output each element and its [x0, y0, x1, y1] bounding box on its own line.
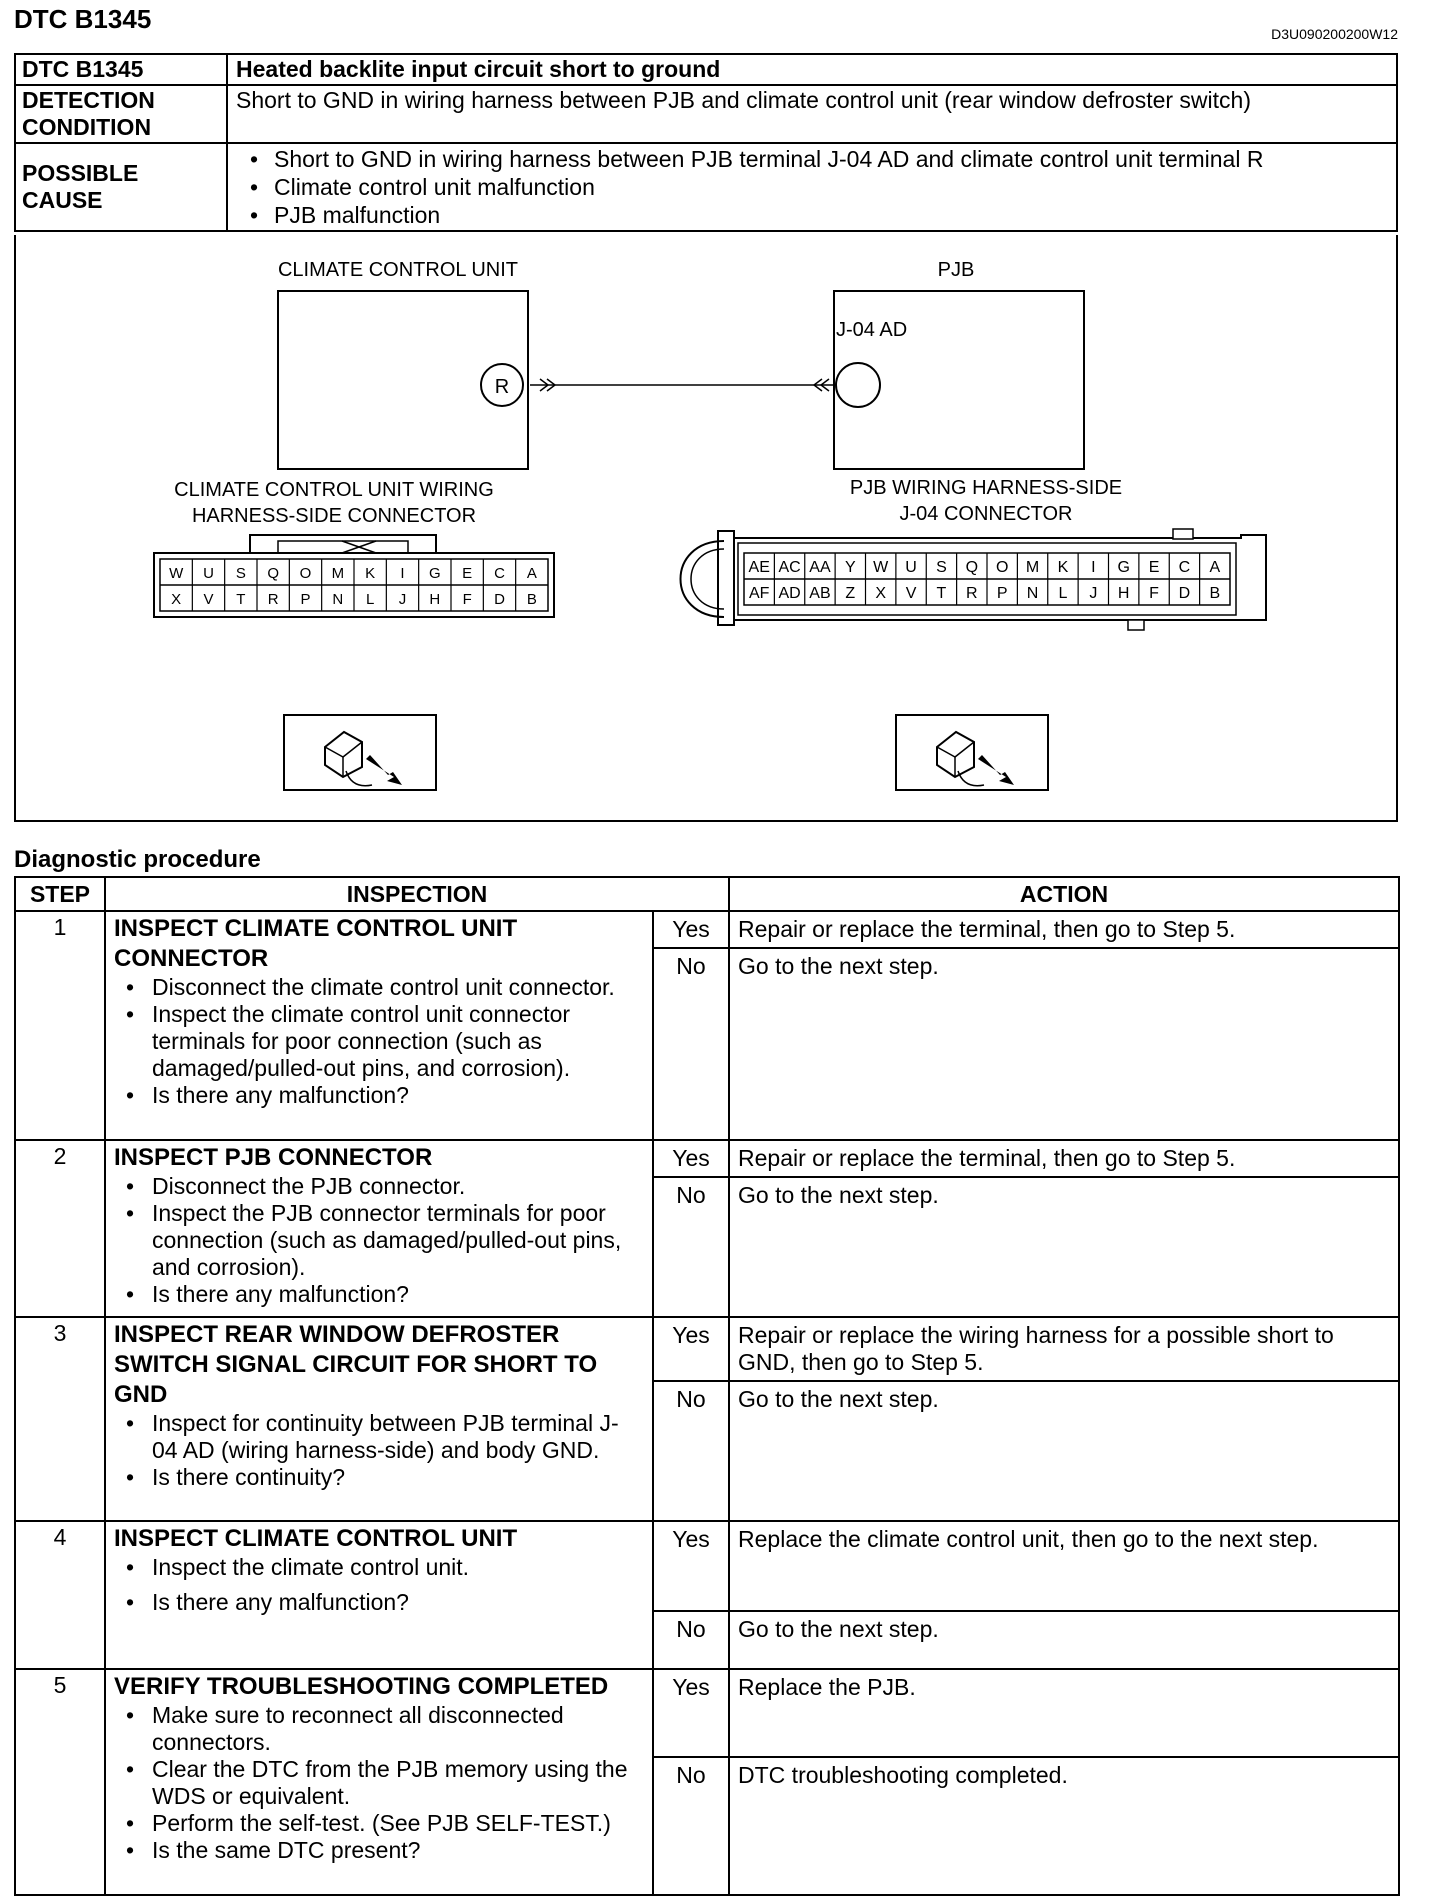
yes-label: Yes	[653, 1317, 729, 1381]
procedure-table	[14, 876, 1400, 1896]
ccu-pin-label: C	[494, 565, 505, 582]
inspection-item: • Disconnect the PJB connector.	[114, 1173, 644, 1200]
procedure-row	[15, 1521, 1399, 1611]
detection-text: Short to GND in wiring harness between PJB and climate control unit (rear window defroster switch)	[227, 85, 1397, 143]
pjb-title: PJB	[937, 259, 975, 281]
ccu-pin-label: W	[169, 565, 184, 582]
page-title: DTC B1345	[14, 4, 152, 34]
ccu-pin-label: V	[203, 591, 214, 608]
ccu-pin-label: J	[398, 591, 407, 608]
pjb-pin-label: U	[905, 559, 917, 576]
inspection-item: • Perform the self-test. (See PJB SELF-TEST.)	[114, 1810, 644, 1837]
step-number: 3	[15, 1317, 105, 1521]
ccu-pin-label: O	[299, 565, 312, 582]
dtc-description: Heated backlite input circuit short to ground	[227, 54, 1397, 85]
pjb-pin-label: G	[1117, 559, 1130, 576]
ccu-pin-label: X	[171, 591, 182, 608]
yes-action: Replace the PJB.	[729, 1669, 1399, 1757]
pjb-connector-title-line: J-04 CONNECTOR	[899, 503, 1073, 525]
inspection-list	[114, 1410, 644, 1491]
pjb-pin-label: Z	[845, 585, 856, 602]
inspection-item: • Inspect the PJB connector terminals for poor connection (such as damaged/pulled-out pins, and corrosion).	[114, 1200, 644, 1281]
ccu-pin-label: U	[203, 565, 214, 582]
ccu-pin-label: N	[332, 591, 344, 608]
yes-action: Repair or replace the terminal, then go to Step 5.	[729, 911, 1399, 948]
pjb-connector-view-icon	[896, 715, 1048, 790]
pjb-pin-label: AC	[778, 559, 801, 576]
no-action: DTC troubleshooting completed.	[729, 1757, 1399, 1895]
no-action: Go to the next step.	[729, 1611, 1399, 1669]
pjb-connector-title	[796, 475, 1176, 527]
ccu-harness-connector	[154, 535, 554, 617]
procedure-header-row	[15, 877, 1399, 911]
pjb-pin-label: S	[936, 559, 947, 576]
pjb-pin-label: AB	[809, 585, 831, 602]
pjb-pin-label: M	[1025, 559, 1040, 576]
pjb-pin-label: AF	[748, 585, 770, 602]
pjb-terminal-circle	[836, 363, 880, 407]
pjb-pin-label: D	[1178, 585, 1191, 602]
pjb-pin-label: A	[1209, 559, 1221, 576]
pjb-pin-label: N	[1026, 585, 1039, 602]
pjb-pin-label: C	[1178, 559, 1191, 576]
cause-item: • PJB malfunction	[236, 201, 1388, 229]
ccu-pin-label: G	[428, 565, 441, 582]
document-code: D3U090200200W12	[1271, 26, 1398, 42]
pjb-pin-label: AA	[809, 559, 831, 576]
inspection-item: • Is there continuity?	[114, 1464, 644, 1491]
inspection-title: VERIFY TROUBLESHOOTING COMPLETED	[114, 1673, 609, 1700]
yes-action: Repair or replace the terminal, then go to Step 5.	[729, 1140, 1399, 1177]
yes-action: Repair or replace the wiring harness for a possible short to GND, then go to Step 5.	[729, 1317, 1399, 1381]
inspection-item: • Disconnect the climate control unit connector.	[114, 974, 644, 1001]
step-number: 5	[15, 1669, 105, 1895]
procedure-row	[15, 1317, 1399, 1381]
pjb-pin-label: L	[1058, 585, 1068, 602]
cause-list-cell	[227, 143, 1397, 231]
ccu-pin-label: I	[400, 565, 405, 582]
yes-label: Yes	[653, 1521, 729, 1611]
pjb-pin-label: K	[1057, 559, 1069, 576]
step-number: 1	[15, 911, 105, 1140]
pjb-pin-label: B	[1209, 585, 1221, 602]
pjb-pin-label: T	[936, 585, 947, 602]
cause-item: • Short to GND in wiring harness between PJB terminal J-04 AD and climate control unit terminal R	[236, 145, 1388, 173]
inspection-title: INSPECT CLIMATE CONTROL UNIT	[114, 1525, 518, 1552]
yes-label: Yes	[653, 1140, 729, 1177]
inspection-item: • Inspect the climate control unit.	[114, 1554, 644, 1581]
no-action: Go to the next step.	[729, 1381, 1399, 1521]
ccu-pin-label: T	[236, 591, 246, 608]
pjb-pin-label: F	[1149, 585, 1159, 602]
inspection-item: • Is the same DTC present?	[114, 1837, 644, 1864]
ccu-connector-title-line: HARNESS-SIDE CONNECTOR	[191, 505, 477, 527]
pjb-pin-label: Q	[965, 559, 979, 576]
pjb-pin-label: O	[995, 559, 1009, 576]
pjb-pin-label: P	[996, 585, 1008, 602]
ccu-connector-view-icon	[284, 715, 436, 790]
ccu-terminal-label: R	[494, 376, 510, 398]
inspection-list	[114, 1554, 644, 1616]
inspection-title: INSPECT CLIMATE CONTROL UNIT CONNECTOR	[114, 915, 518, 972]
cause-item: • Climate control unit malfunction	[236, 173, 1388, 201]
yes-label: Yes	[653, 1669, 729, 1757]
pjb-pin-label: I	[1091, 559, 1096, 576]
ccu-pin-label: B	[526, 591, 537, 608]
pjb-pin-label: V	[905, 585, 917, 602]
pjb-pin-label: W	[873, 559, 889, 576]
ccu-pin-label: K	[365, 565, 376, 582]
procedure-row	[15, 1669, 1399, 1757]
step-number: 4	[15, 1521, 105, 1669]
inspection-item: • Clear the DTC from the PJB memory using the WDS or equivalent.	[114, 1756, 644, 1810]
inspection-title: INSPECT PJB CONNECTOR	[114, 1144, 433, 1171]
pjb-pin-label: H	[1117, 585, 1130, 602]
ccu-pin-label: L	[365, 591, 375, 608]
inspection-item: • Is there any malfunction?	[114, 1589, 644, 1616]
yes-action: Replace the climate control unit, then go to the next step.	[729, 1521, 1399, 1611]
ccu-pin-label: S	[235, 565, 246, 582]
inspection-item: • Make sure to reconnect all disconnected connectors.	[114, 1702, 644, 1756]
ccu-pin-label: R	[267, 591, 279, 608]
pjb-pin-label: AD	[778, 585, 801, 602]
yes-label: Yes	[653, 911, 729, 948]
procedure-row	[15, 911, 1399, 948]
pjb-pin-label: X	[875, 585, 887, 602]
inspection-title: INSPECT REAR WINDOW DEFROSTER SWITCH SIGNAL CIRCUIT FOR SHORT TO GND	[114, 1321, 598, 1408]
pjb-pin-label: E	[1148, 559, 1160, 576]
dtc-info-table	[14, 53, 1398, 232]
ccu-title: CLIMATE CONTROL UNIT	[277, 259, 518, 281]
inspection-list	[114, 974, 644, 1109]
procedure-row	[15, 1140, 1399, 1177]
cause-label: POSSIBLE CAUSE	[15, 143, 227, 231]
ccu-pin-label: Q	[267, 565, 280, 582]
inspection-cell	[105, 1317, 653, 1521]
dtc-label: DTC B1345	[15, 54, 227, 85]
inspection-list	[114, 1702, 644, 1864]
pjb-pin-label: AE	[748, 559, 770, 576]
no-label: No	[653, 948, 729, 1140]
inspection-item: • Is there any malfunction?	[114, 1281, 644, 1308]
pjb-pin-label: J	[1089, 585, 1098, 602]
inspection-cell	[105, 1140, 653, 1317]
step-header: STEP	[15, 877, 105, 911]
step-number: 2	[15, 1140, 105, 1317]
inspection-cell	[105, 1669, 653, 1895]
detection-label: DETECTION CONDITION	[15, 85, 227, 143]
no-label: No	[653, 1757, 729, 1895]
ccu-pin-label: A	[526, 565, 537, 582]
inspection-item: • Inspect the climate control unit connector terminals for poor connection (such as damaged/pulled-out pins, and corrosion).	[114, 1001, 644, 1082]
inspection-item: • Inspect for continuity between PJB terminal J-04 AD (wiring harness-side) and body GND.	[114, 1410, 644, 1464]
inspection-header: INSPECTION	[105, 877, 729, 911]
action-header: ACTION	[729, 877, 1399, 911]
wiring-diagram	[14, 235, 1398, 822]
inspection-list	[114, 1173, 644, 1308]
ccu-pin-label: F	[462, 591, 472, 608]
ccu-pin-label: H	[429, 591, 441, 608]
pjb-terminal-label: J-04 AD	[836, 319, 908, 341]
inspection-cell	[105, 911, 653, 1140]
pjb-pin-label: Y	[844, 559, 856, 576]
ccu-pin-label: P	[300, 591, 311, 608]
ccu-pin-label: M	[331, 565, 345, 582]
pjb-j04-connector	[681, 529, 1267, 630]
ccu-pin-label: D	[494, 591, 505, 608]
no-action: Go to the next step.	[729, 1177, 1399, 1317]
pjb-connector-title-line: PJB WIRING HARNESS-SIDE	[849, 477, 1123, 499]
no-action: Go to the next step.	[729, 948, 1399, 1140]
ccu-pin-label: E	[462, 565, 473, 582]
inspection-cell	[105, 1521, 653, 1669]
pjb-pin-label: R	[966, 585, 978, 602]
inspection-item: • Is there any malfunction?	[114, 1082, 644, 1109]
cause-list	[236, 145, 1388, 229]
no-label: No	[653, 1177, 729, 1317]
ccu-connector-title-line: CLIMATE CONTROL UNIT WIRING	[174, 479, 494, 501]
no-label: No	[653, 1381, 729, 1521]
procedure-title: Diagnostic procedure	[14, 846, 261, 873]
ccu-connector-title	[124, 477, 544, 529]
no-label: No	[653, 1611, 729, 1669]
